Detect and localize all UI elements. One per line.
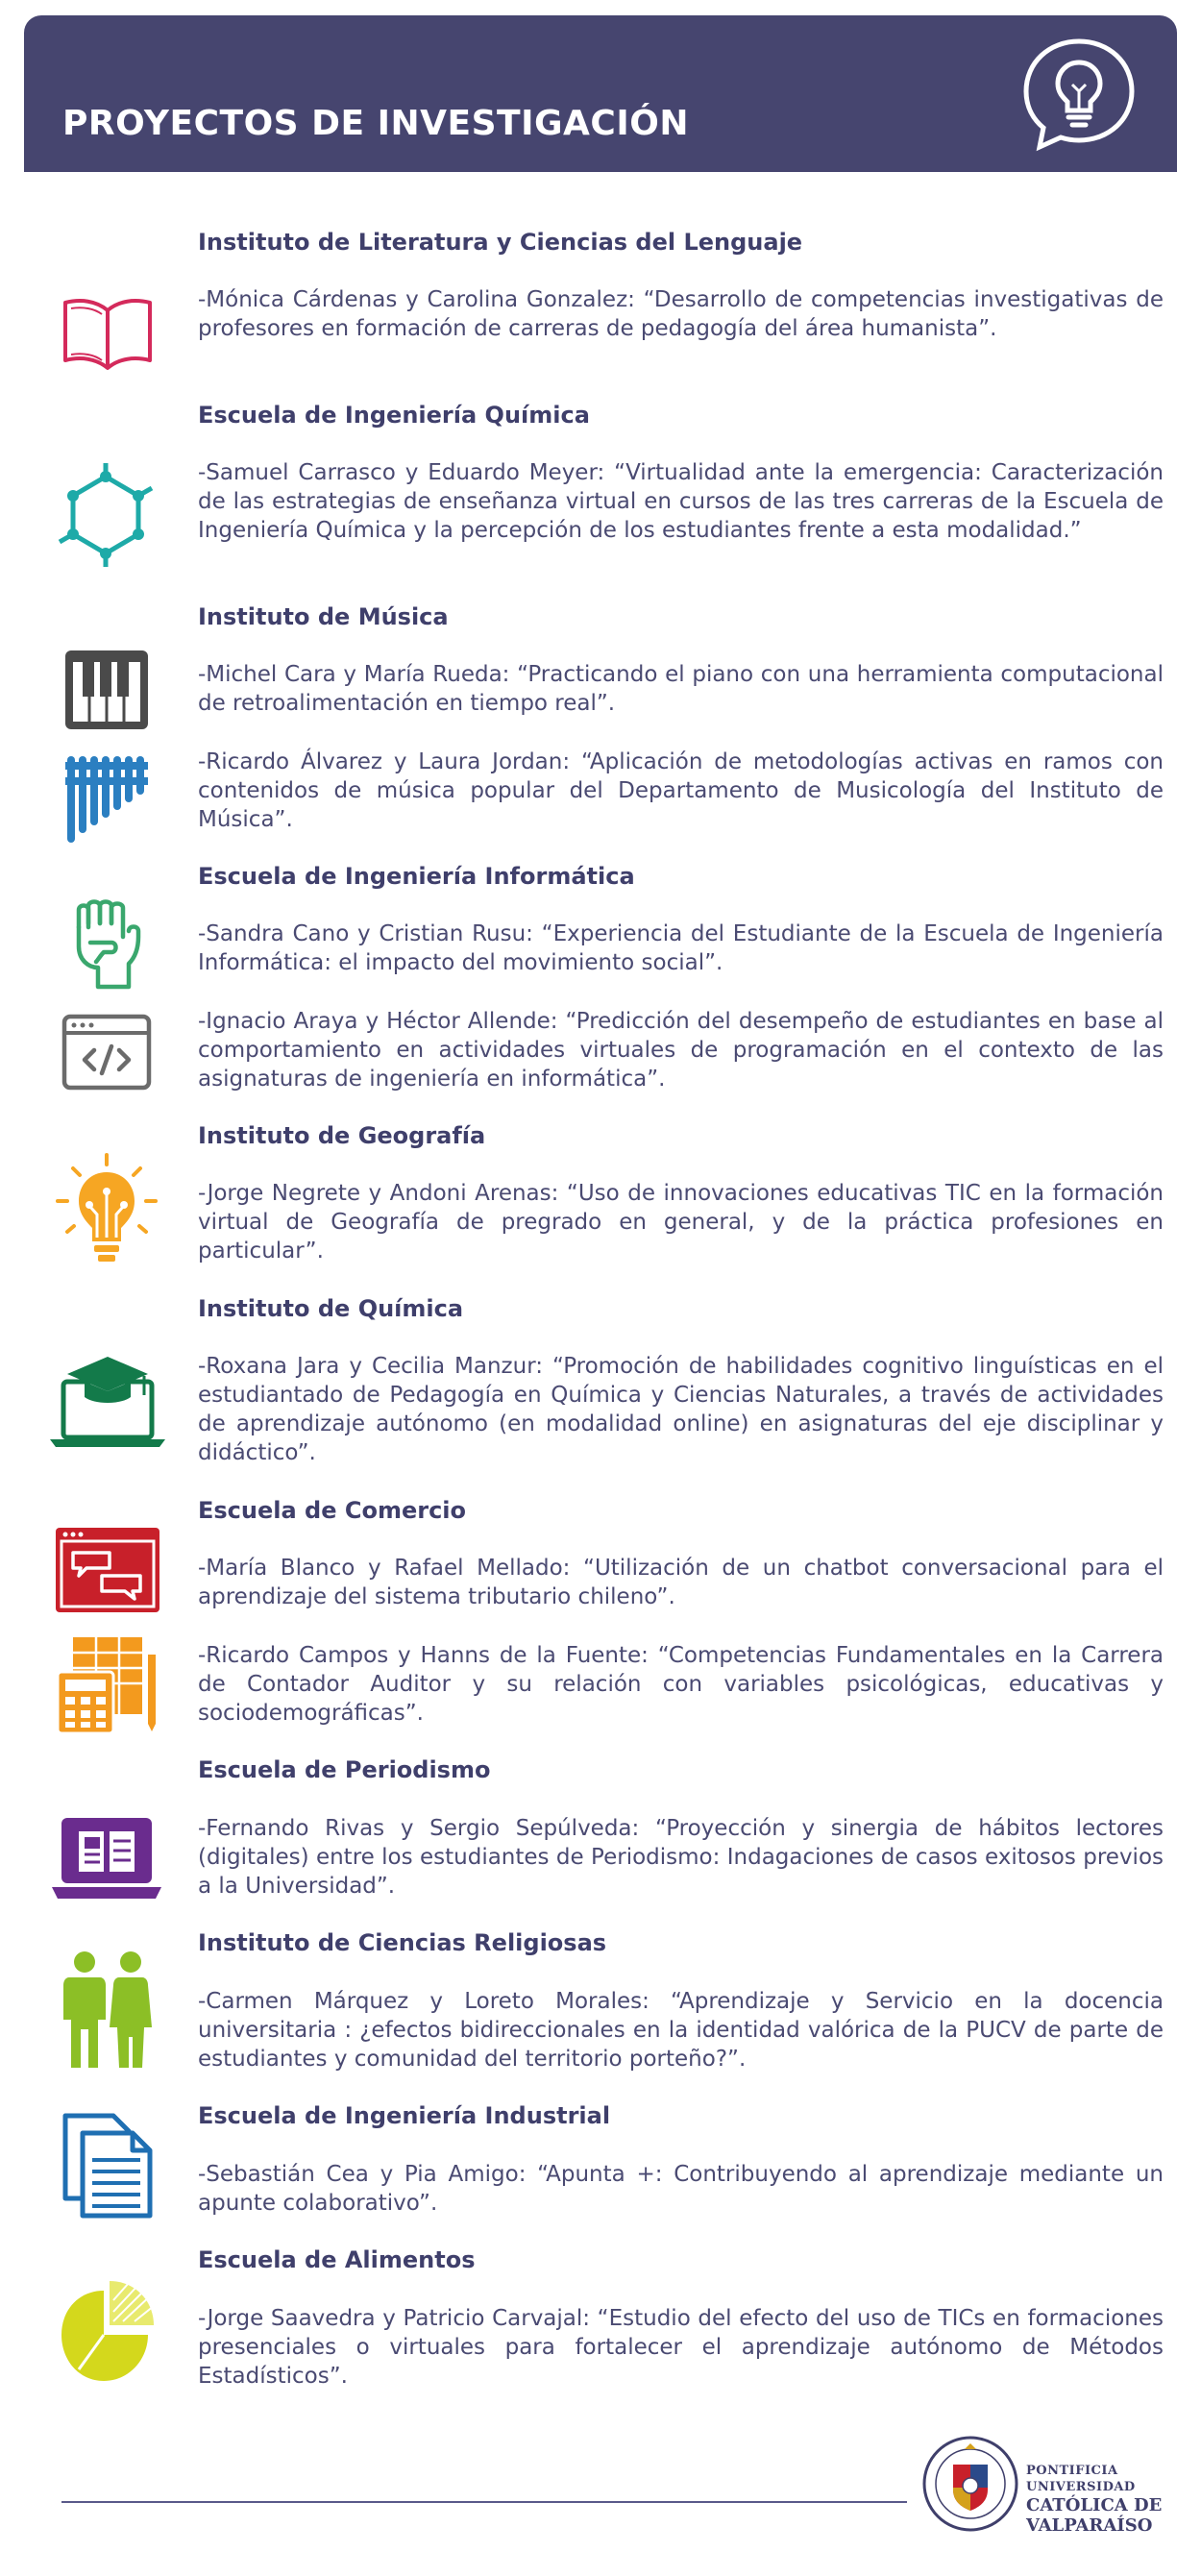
project-text: -Ignacio Araya y Héctor Allende: “Predicción del desempeño de estudiantes en base al comportamiento en actividades virtuales de programación en el contexto de las asignaturas de ingeniería en informática”.	[198, 1009, 1164, 1092]
project-text: -Michel Cara y María Rueda: “Practicando el piano con una herramienta computacional de retroalimentación en tiempo real”.	[198, 662, 1164, 716]
logo-line-4: VALPARAÍSO	[1026, 2515, 1153, 2536]
page-title: PROYECTOS DE INVESTIGACIÓN	[62, 104, 689, 143]
project-text: -María Blanco y Rafael Mellado: “Utilización de un chatbot conversacional para el aprendizaje del sistema tributario chileno”.	[198, 1556, 1164, 1609]
project-text: -Jorge Negrete y Andoni Arenas: “Uso de innovaciones educativas TIC en la formación virtual de Geografía de pregrado en general, y de la práctica profesiones en particular”.	[198, 1181, 1164, 1263]
section-heading-alimentos: Escuela de Alimentos	[198, 2246, 476, 2273]
open-book-icon	[61, 293, 154, 372]
chat-window-icon	[54, 1526, 161, 1614]
project-text: -Sebastián Cea y Pia Amigo: “Apunta +: Contribuyendo al aprendizaje mediante un apunte colaborativo”.	[198, 2162, 1164, 2216]
footer-divider	[61, 2501, 907, 2503]
project-text: -Sandra Cano y Cristian Rusu: “Experiencia del Estudiante de la Escuela de Ingeniería Informática: el impacto del movimiento social”.	[198, 921, 1164, 975]
documents-icon	[61, 2112, 154, 2220]
project-text: -Roxana Jara y Cecilia Manzur: “Promoción de habilidades cognitivo linguísticas en el estudiantado de Pedagogía en Química y Ciencias Naturales, a través de actividades de aprendizaje autónomo (en modalidad online) en asignaturas del eje disciplinar y didáctico”.	[198, 1354, 1164, 1465]
calculator-spreadsheet-icon	[56, 1635, 159, 1735]
university-logo-text	[1026, 2463, 1162, 2536]
pie-chart-icon	[60, 2277, 156, 2385]
project-text: -Ricardo Álvarez y Laura Jordan: “Aplicación de metodologías activas en ramos con contenidos de música popular del Departamento de Musicología del Instituto de Música”.	[198, 749, 1164, 832]
section-heading-industrial: Escuela de Ingeniería Industrial	[198, 2102, 611, 2129]
code-window-icon	[61, 1014, 152, 1091]
page-header	[24, 15, 1177, 172]
section-heading-quimica: Instituto de Química	[198, 1295, 464, 1322]
raised-fist-icon	[69, 898, 146, 991]
section-heading-literatura: Instituto de Literatura y Ciencias del Lenguaje	[198, 229, 803, 256]
laptop-ebook-icon	[50, 1816, 163, 1901]
logo-line-3: CATÓLICA DE	[1026, 2495, 1163, 2515]
project-text: -Mónica Cárdenas y Carolina Gonzalez: “Desarrollo de competencias investigativas de profesores en formación de carreras de pedagogía del área humanista”.	[198, 287, 1164, 341]
circuit-lightbulb-icon	[54, 1151, 159, 1268]
project-text: -Fernando Rivas y Sergio Sepúlveda: “Proyección y sinergia de hábitos lectores (digitales) entre los estudiantes de Periodismo: Indagaciones de casos exitosos previos a la Universidad”.	[198, 1816, 1164, 1899]
section-heading-musica: Instituto de Música	[198, 603, 449, 630]
project-text: -Jorge Saavedra y Patricio Carvajal: “Estudio del efecto del uso de TICs en formaciones presenciales o virtuales para fortalecer el aprendizaje autónomo de Métodos Estadísticos”.	[198, 2306, 1164, 2389]
section-heading-geografia: Instituto de Geografía	[198, 1122, 486, 1149]
logo-line-2: UNIVERSIDAD	[1026, 2480, 1136, 2494]
piano-keys-icon	[63, 649, 150, 731]
logo-line-1: PONTIFICIA	[1026, 2464, 1118, 2478]
section-heading-informatica: Escuela de Ingeniería Informática	[198, 863, 635, 890]
pan-flute-icon	[63, 756, 150, 843]
section-heading-religiosas: Instituto de Ciencias Religiosas	[198, 1929, 607, 1956]
project-text: -Samuel Carrasco y Eduardo Meyer: “Virtualidad ante la emergencia: Caracterización de las estrategias de enseñanza virtual en cursos de las tres carreras de la Escuela de Ingeniería Química y la percepción de los estudiantes frente a esta modalidad.”	[198, 460, 1164, 543]
hexagon-molecule-icon	[50, 459, 161, 571]
project-text: -Ricardo Campos y Hanns de la Fuente: “Competencias Fundamentales en la Carrera de Contador Auditor y su relación con variables psicológicas, educativas y sociodemográficas”.	[198, 1643, 1164, 1726]
project-text: -Carmen Márquez y Loreto Morales: “Aprendizaje y Servicio en la docencia universitaria : ¿efectos bidireccionales en la identidad valórica de la PUCV de parte de estudiantes y comunidad del territorio porteño?”.	[198, 1989, 1164, 2072]
section-heading-ing-quimica: Escuela de Ingeniería Química	[198, 402, 590, 429]
laptop-graduation-cap-icon	[48, 1353, 167, 1449]
university-seal-icon	[922, 2436, 1018, 2532]
section-heading-comercio: Escuela de Comercio	[198, 1497, 467, 1524]
lightbulb-speech-icon	[1018, 34, 1140, 155]
section-heading-periodismo: Escuela de Periodismo	[198, 1756, 491, 1783]
two-people-icon	[61, 1950, 154, 2070]
